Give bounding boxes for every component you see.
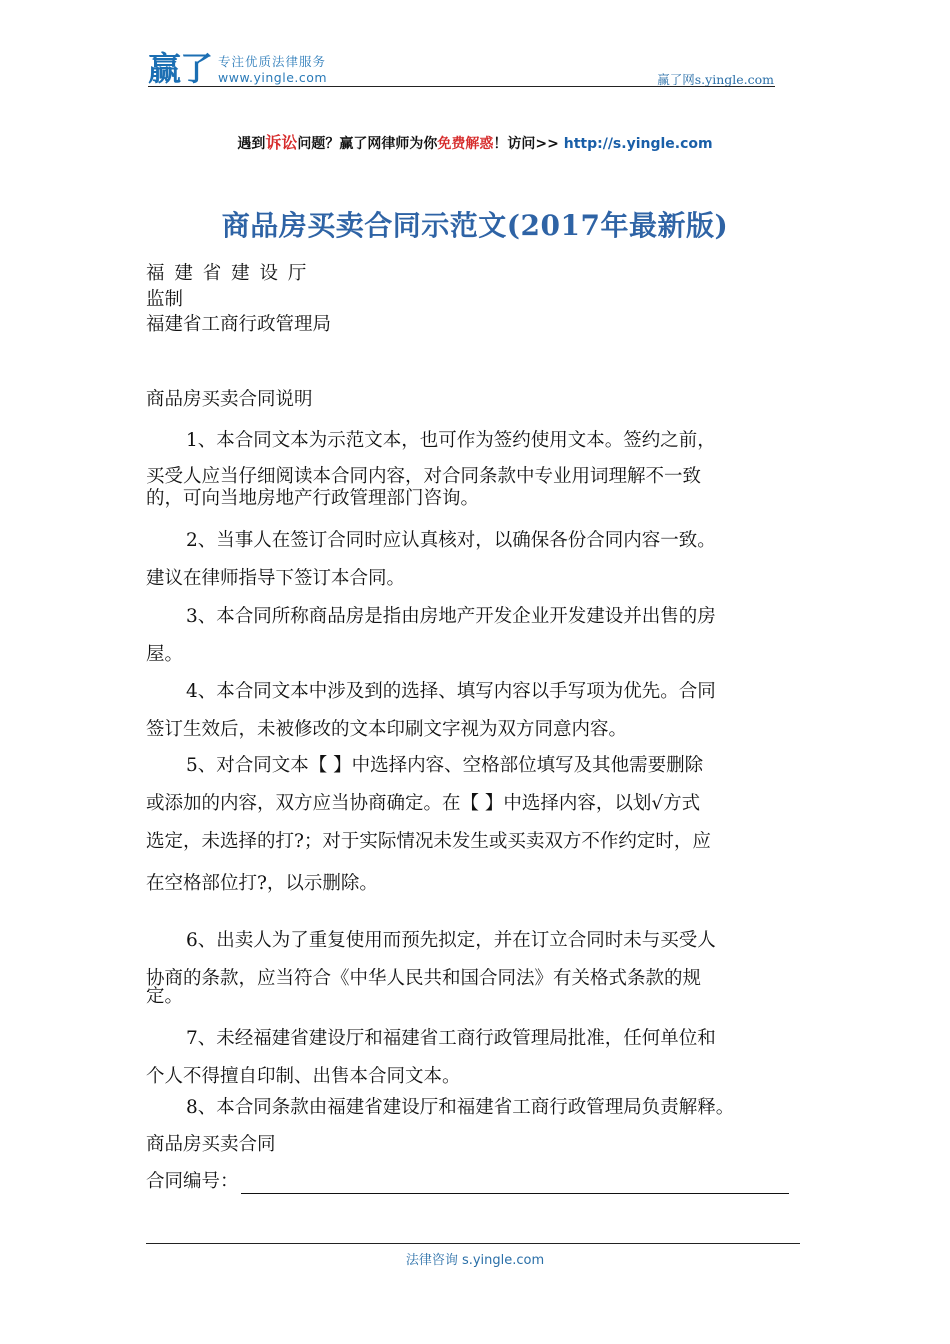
list-item-continuation — [146, 985, 808, 1009]
list-item — [146, 1094, 808, 1122]
list-item-continuation — [146, 872, 808, 896]
logo-text — [218, 54, 327, 85]
list-item — [146, 423, 808, 495]
list-item — [146, 747, 808, 861]
item-6-line-2: 协商的条款，应当符合《中华人民共和国合同法》有关格式条款的规 — [146, 968, 702, 989]
list-item-continuation — [146, 487, 808, 511]
promo-highlight-free: 免费解惑 — [437, 136, 494, 152]
contract-number-label: 合同编号： — [146, 1171, 239, 1192]
list-item — [146, 522, 808, 598]
promo-banner — [0, 130, 950, 153]
list-item — [146, 673, 808, 749]
logo-url[interactable]: www.yingle.com — [218, 70, 328, 85]
item-2-line-2: 建议在律师指导下签订本合同。 — [146, 568, 406, 589]
item-6-line-3: 定。 — [146, 986, 184, 1007]
header-site-link[interactable]: 赢了网s.yingle.com — [657, 72, 774, 87]
item-4-line-2: 签订生效后，未被修改的文本印刷文字视为双方同意内容。 — [146, 719, 628, 740]
promo-text-1: 遇到 — [237, 136, 266, 152]
item-3-line-1: 3、本合同所称商品房是指由房地产开发企业开发建设并出售的房 — [186, 606, 716, 627]
item-5-line-2: 或添加的内容，双方应当协商确定。在【 】中选择内容，以划√方式 — [146, 793, 701, 814]
list-item — [146, 598, 808, 674]
item-6-line-1: 6、出卖人为了重复使用而预先拟定，并在订立合同时未与买受人 — [186, 930, 716, 951]
footer — [0, 1249, 950, 1268]
item-2-line-1: 2、当事人在签订合同时应认真核对，以确保各份合同内容一致。 — [186, 530, 716, 551]
item-1-line-2: 买受人应当仔细阅读本合同内容，对合同条款中专业用词理解不一致 — [146, 466, 702, 487]
promo-highlight-lawsuit: 诉讼 — [265, 133, 298, 152]
issuer-line-1: 福 建 省 建 设 厅 — [146, 263, 309, 284]
issuer-line-3: 福建省工商行政管理局 — [146, 314, 332, 335]
item-7-line-1: 7、未经福建省建设厅和福建省工商行政管理局批准，任何单位和 — [186, 1028, 716, 1049]
item-3-line-2: 屋。 — [146, 644, 184, 665]
logo-slogan: 专注优质法律服务 — [218, 54, 327, 69]
promo-text-3: ！访问>> — [493, 136, 564, 152]
item-7-line-2: 个人不得擅自印制、出售本合同文本。 — [146, 1066, 461, 1087]
contract-heading: 商品房买卖合同 — [146, 1134, 276, 1155]
item-5-line-3: 选定，未选择的打?；对于实际情况未发生或买卖双方不作约定时，应 — [146, 831, 711, 852]
logo-mark: 赢了 — [148, 49, 212, 88]
footer-label: 法律咨询 — [405, 1253, 462, 1268]
document-title: 商品房买卖合同示范文(2017年最新版) — [221, 209, 729, 242]
item-4-line-1: 4、本合同文本中涉及到的选择、填写内容以手写项为优先。合同 — [186, 681, 716, 702]
item-1-line-3: 的，可向当地房地产行政管理部门咨询。 — [146, 488, 480, 509]
header-divider — [148, 86, 775, 87]
item-1-line-1: 1、本合同文本为示范文本，也可作为签约使用文本。签约之前， — [186, 430, 716, 451]
contract-number-field[interactable] — [241, 1173, 789, 1194]
footer-link[interactable]: s.yingle.com — [461, 1253, 545, 1268]
footer-divider — [146, 1243, 800, 1244]
site-logo[interactable] — [148, 50, 327, 88]
item-5-line-4: 在空格部位打?，以示删除。 — [146, 873, 378, 894]
section-heading: 商品房买卖合同说明 — [146, 389, 313, 410]
list-item — [146, 1020, 808, 1096]
promo-link[interactable]: http://s.yingle.com — [563, 136, 713, 152]
item-8-line-1: 8、本合同条款由福建省建设厅和福建省工商行政管理局负责解释。 — [186, 1097, 735, 1118]
item-5-line-1: 5、对合同文本【 】中选择内容、空格部位填写及其他需要删除 — [186, 755, 704, 776]
contract-number-row — [146, 1170, 789, 1194]
issuer-line-2: 监制 — [146, 289, 184, 310]
promo-text-2: 问题？赢了网律师为你 — [297, 136, 438, 152]
